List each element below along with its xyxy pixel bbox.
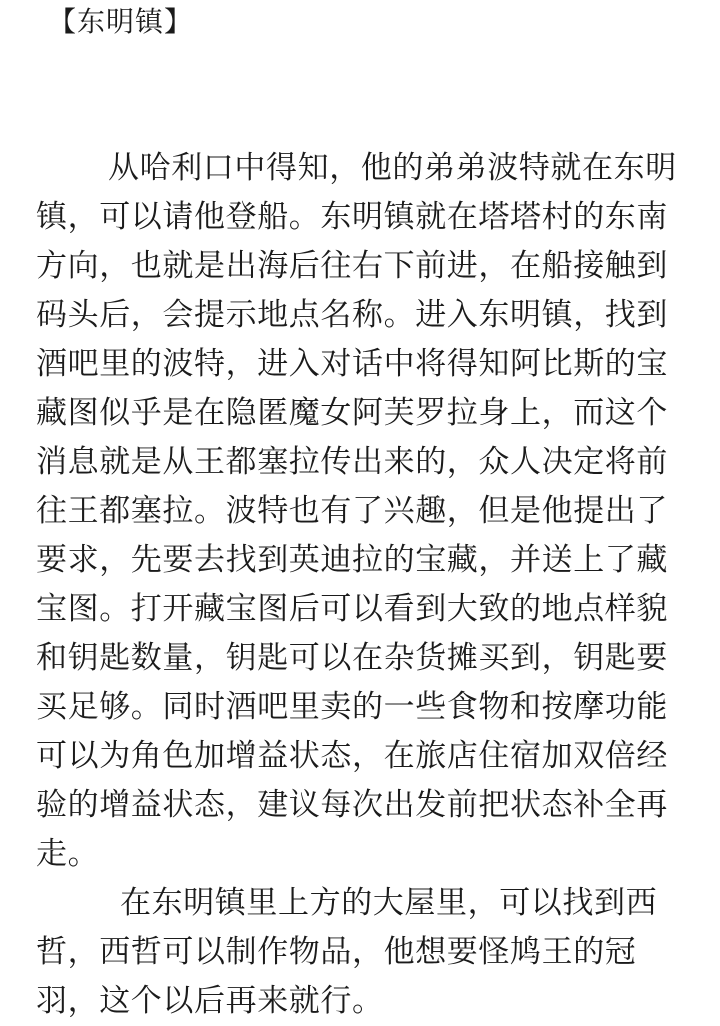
paragraph-line: 消息就是从王都塞拉传出来的，众人决定将前 <box>36 444 668 480</box>
paragraph-line: 酒吧里的波特，进入对话中将得知阿比斯的宝 <box>36 346 668 382</box>
paragraph-line: 羽，这个以后再来就行。 <box>36 983 384 1019</box>
paragraph-line: 镇，可以请他登船。东明镇就在塔塔村的东南 <box>36 199 668 235</box>
paragraph-line: 在东明镇里上方的大屋里，可以找到西 <box>120 885 658 921</box>
paragraph-line: 哲，西哲可以制作物品，他想要怪鸠王的冠 <box>36 934 637 970</box>
paragraph-line: 可以为角色加增益状态，在旅店住宿加双倍经 <box>36 738 668 774</box>
paragraph-line: 方向，也就是出海后往右下前进，在船接触到 <box>36 248 668 284</box>
paragraph-line: 藏图似乎是在隐匿魔女阿芙罗拉身上，而这个 <box>36 395 668 431</box>
paragraph-line: 往王都塞拉。波特也有了兴趣，但是他提出了 <box>36 493 668 529</box>
paragraph-line: 从哈利口中得知，他的弟弟波特就在东明 <box>108 150 677 186</box>
paragraph-line: 码头后，会提示地点名称。进入东明镇，找到 <box>36 297 668 333</box>
paragraph-line: 宝图。打开藏宝图后可以看到大致的地点样貌 <box>36 591 668 627</box>
paragraph-line: 走。 <box>36 836 100 872</box>
section-heading: 【东明镇】 <box>48 5 194 38</box>
paragraph-line: 验的增益状态，建议每次出发前把状态补全再 <box>36 787 668 823</box>
paragraph-line: 买足够。同时酒吧里卖的一些食物和按摩功能 <box>36 689 668 725</box>
paragraph-line: 要求，先要去找到英迪拉的宝藏，并送上了藏 <box>36 542 668 578</box>
paragraph-line: 和钥匙数量，钥匙可以在杂货摊买到，钥匙要 <box>36 640 668 676</box>
article-body <box>36 144 688 1026</box>
